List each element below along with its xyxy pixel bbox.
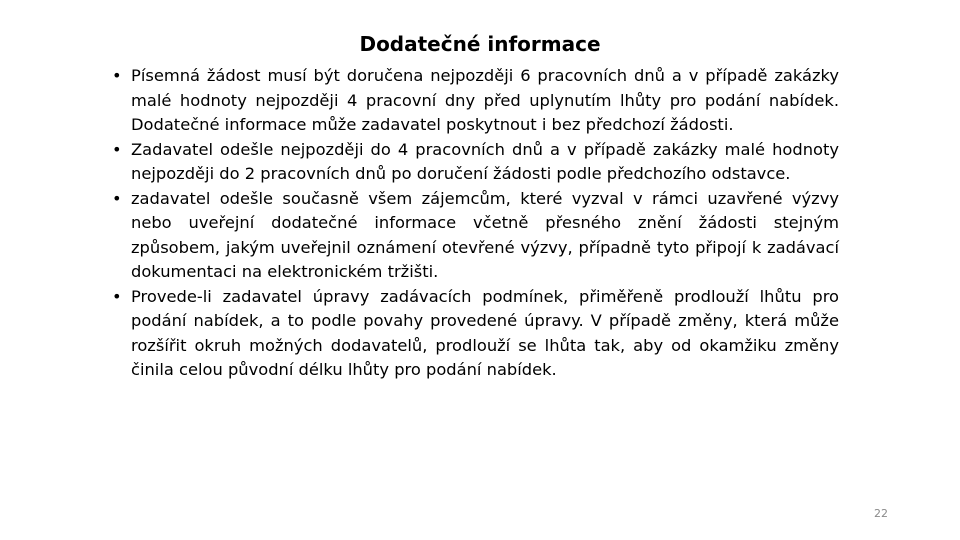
page-number: 22 xyxy=(874,507,888,520)
bullet-item-2: • Zadavatel odešle nejpozději do 4 pracovních dnů a v případě zakázky malé hodnoty nejpozději do 2 pracovních dnů po doručení žádosti podle předchozího odstavce. xyxy=(112,138,839,187)
slide-title: Dodatečné informace xyxy=(359,32,601,56)
bullet-item-4: • Provede-li zadavatel úpravy zadávacích podmínek, přiměřeně prodlouží lhůtu pro podání nabídek, a to podle povahy provedené úpravy. V případě změny, která může rozšířit okruh možných dodavatelů, prodlouží se lhůta tak, aby od okamžiku změny činila celou původní délku lhůty pro podání nabídek. xyxy=(112,285,839,383)
bullet-item-3: • zadavatel odešle současně všem zájemcům, které vyzval v rámci uzavřené výzvy nebo uveřejní dodatečné informace včetně přesného znění žádosti stejným způsobem, jakým uveřejnil oznámení otevřené výzvy, případně tyto připojí k zadávací dokumentaci na elektronickém tržišti. xyxy=(112,187,839,285)
bullet-list xyxy=(112,64,839,383)
bullet-item-1: • Písemná žádost musí být doručena nejpozději 6 pracovních dnů a v případě zakázky malé hodnoty nejpozději 4 pracovní dny před uplynutím lhůty pro podání nabídek. Dodatečné informace může zadavatel poskytnout i bez předchozí žádosti. xyxy=(112,64,839,138)
